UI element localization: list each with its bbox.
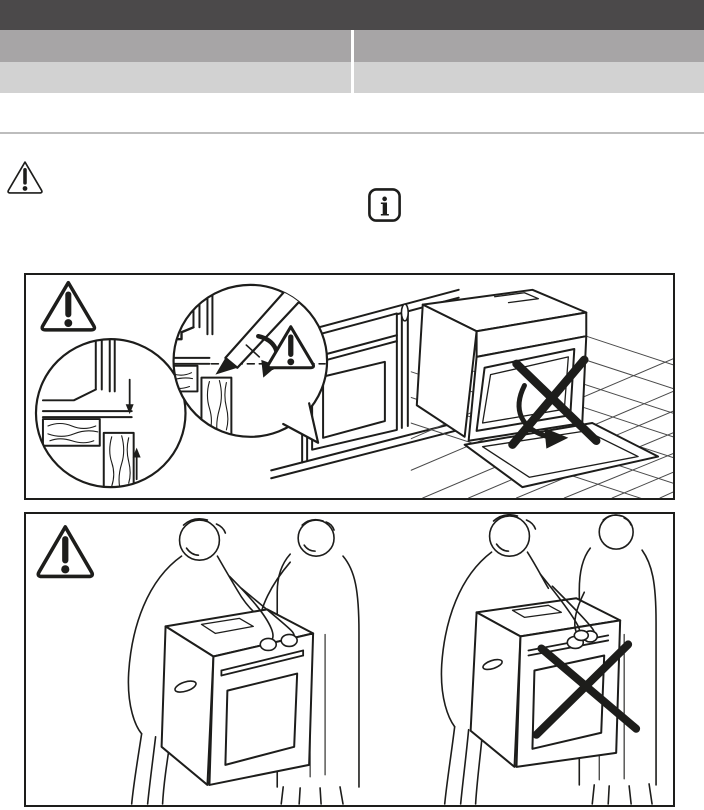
spec-table-cell <box>354 30 704 62</box>
info-glyph: i <box>379 192 390 222</box>
two-people-carrying-oven-from-sides <box>128 519 359 804</box>
warning-triangle-icon <box>42 283 94 330</box>
figure-building-in <box>24 273 675 500</box>
section-divider <box>0 132 704 134</box>
spec-table-cell <box>0 62 351 93</box>
two-people-carrying-oven-by-door-crossed-out <box>441 515 656 804</box>
figure-transporting <box>24 512 675 807</box>
cabinet-clearance-detail-circle <box>36 338 186 488</box>
spec-table-cell <box>0 30 351 62</box>
page-header-bar <box>0 0 704 30</box>
warning-triangle-icon <box>38 527 92 577</box>
oven-box <box>471 598 621 767</box>
oven-standing-on-open-door-crossed-out <box>411 290 673 498</box>
warning-triangle-icon <box>6 159 44 196</box>
info-icon <box>368 188 401 222</box>
spec-table-cell <box>354 62 704 93</box>
